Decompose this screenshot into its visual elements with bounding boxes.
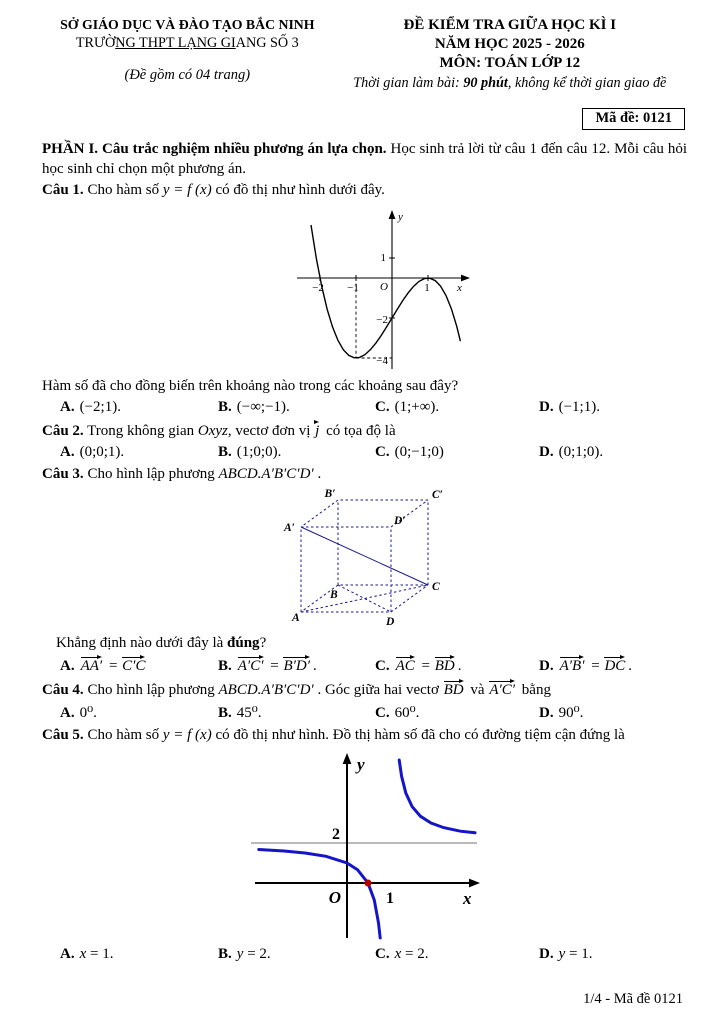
tick-label-ym4: −4 — [376, 355, 388, 368]
option-d-label: D. — [539, 398, 554, 415]
option-c-label: C. — [375, 658, 390, 675]
option-d-text: (−1;1). — [558, 398, 600, 415]
option-a-text: 0⁰. — [79, 705, 97, 722]
option-b-label: B. — [218, 398, 232, 415]
option-b — [218, 703, 375, 722]
option-c-text: x = 2. — [394, 945, 429, 962]
option-a-text: AA′ = C′C — [80, 658, 149, 674]
x-axis-arrow — [461, 275, 470, 282]
exam-duration: Thời gian làm bài: 90 phút, không kể thời gian giao đề — [353, 74, 667, 91]
option-a-label: A. — [60, 443, 75, 460]
option-a-text: x = 1. — [79, 945, 114, 962]
question-2-text: Trong không gian Oxyz, vectơ đơn vị j có tọa độ là — [84, 423, 396, 439]
option-d — [539, 655, 687, 675]
option-a — [60, 655, 218, 675]
option-a-label: A. — [60, 705, 75, 722]
option-d-label: D. — [539, 658, 554, 675]
option-c-text: 60⁰. — [394, 705, 420, 722]
part1-intro: PHẦN I. Câu trắc nghiệm nhiều phương án lựa chọn. Học sinh trả lời từ câu 1 đến câu 12. Mỗi câu hỏi học sinh chỉ chọn một phương án. — [42, 140, 687, 177]
question-5-options — [42, 946, 687, 963]
question-1-text: Cho hàm số y = f (x) có đồ thị như hình dưới đây. — [83, 182, 385, 199]
option-a-label: A. — [60, 945, 75, 962]
option-c-text: AC = BD . — [395, 658, 462, 674]
tick-label-minus1: −1 — [347, 282, 359, 295]
school-name — [42, 34, 333, 52]
page-footer: 1/4 - Mã đề 0121 — [583, 991, 683, 1007]
question-4-stem — [42, 679, 687, 701]
question-4-label: Câu 4. — [42, 682, 84, 699]
x-intercept-dot — [365, 879, 372, 886]
option-d-label: D. — [539, 443, 554, 460]
vertex-b: B — [329, 588, 338, 601]
question-4-text: Cho hình lập phương ABCD.A′B′C′D′ . Góc giữa hai vectơ BD và A′C′ bằng — [84, 682, 551, 698]
vertex-b-prime: B′ — [324, 487, 335, 500]
option-b-label: B. — [218, 945, 232, 962]
option-a-text: (−2;1). — [79, 398, 121, 415]
question-4-options — [42, 703, 687, 722]
question-1-stem — [42, 181, 687, 201]
option-b-label: B. — [218, 705, 232, 722]
question-2-label: Câu 2. — [42, 422, 84, 439]
vertex-d-prime: D′ — [393, 514, 406, 527]
question-5-stem — [42, 726, 687, 746]
school-name-underlined: NG THPT LẠNG GI — [115, 34, 236, 51]
origin-label: O — [380, 281, 388, 294]
graph-labels — [329, 755, 472, 908]
option-b-text: (1;0;0). — [236, 443, 282, 460]
y-axis-label: y — [398, 211, 403, 224]
school-name-suffix: ANG SỐ 3 — [235, 34, 299, 51]
tick-label-ym2: −2 — [376, 314, 388, 327]
exam-code-row — [42, 108, 685, 130]
tick-label-2: 2 — [332, 825, 340, 843]
option-b-label: B. — [218, 443, 232, 460]
exam-code-badge: Mã đề: 0121 — [582, 108, 685, 130]
tick-label-minus2: −2 — [312, 282, 324, 295]
question-3-stem — [42, 465, 687, 485]
header-left — [42, 16, 333, 92]
q3-cube-svg — [276, 487, 454, 632]
school-name-prefix: TRƯỜ — [75, 34, 116, 51]
option-b-text: y = 2. — [236, 945, 271, 962]
option-d-text: (0;1;0). — [558, 443, 604, 460]
option-d — [539, 399, 687, 416]
question-3-text: Cho hình lập phương ABCD.A′B′C′D′ . — [83, 465, 322, 482]
y-axis-arrow — [343, 753, 352, 764]
vertex-d: D — [385, 615, 394, 628]
option-d-label: D. — [539, 705, 554, 722]
option-b-text: (−∞;−1). — [236, 398, 290, 415]
option-d — [539, 703, 687, 722]
cube-edges — [301, 500, 428, 612]
question-3-stem2: Khẳng định nào dưới đây là đúng? — [56, 634, 267, 651]
vertex-a-prime: A′ — [283, 521, 295, 534]
hyperbola-right-branch — [399, 760, 475, 833]
option-d-text: 90⁰. — [558, 705, 584, 722]
option-c-text: (0;−1;0) — [394, 443, 444, 460]
option-b — [218, 946, 375, 963]
figure-q3-cube — [42, 487, 687, 632]
graph-labels — [312, 211, 462, 367]
option-c-label: C. — [375, 443, 390, 460]
question-3-label: Câu 3. — [42, 465, 84, 482]
option-b — [218, 399, 375, 416]
question-2-stem — [42, 420, 687, 442]
header — [42, 16, 687, 92]
option-c — [375, 444, 539, 461]
hyperbola-left-branch — [259, 849, 380, 938]
option-c — [375, 655, 539, 675]
option-a-label: A. — [60, 398, 75, 415]
option-c — [375, 946, 539, 963]
option-b-text: A′C′ = B′D′ . — [237, 658, 317, 674]
option-d — [539, 946, 687, 963]
vertex-c-prime: C′ — [431, 488, 443, 501]
exam-subject: MÔN: TOÁN LỚP 12 — [439, 55, 581, 72]
figure-q1-cubic-graph — [42, 203, 687, 375]
option-d-text: A′B′ = DC . — [559, 658, 632, 674]
option-d-text: y = 1. — [558, 945, 593, 962]
option-c-label: C. — [375, 705, 390, 722]
q5-graph-svg — [247, 748, 482, 944]
y-axis-label: y — [357, 754, 365, 774]
option-b — [218, 655, 375, 675]
exam-title: ĐỀ KIỂM TRA GIỮA HỌC KÌ I — [403, 17, 617, 33]
tick-label-1: 1 — [386, 889, 394, 907]
pages-note: (Đề gồm có 04 trang) — [124, 66, 251, 83]
department-name: SỞ GIÁO DỤC VÀ ĐÀO TẠO BẮC NINH — [60, 17, 315, 32]
vertex-a: A — [291, 611, 300, 624]
origin-label: O — [328, 887, 341, 907]
question-1-label: Câu 1. — [42, 182, 84, 199]
question-2-options — [42, 444, 687, 461]
question-5-label: Câu 5. — [42, 727, 84, 744]
option-a — [60, 444, 218, 461]
cube-diagonal-aprime-c — [301, 527, 428, 585]
option-a — [60, 399, 218, 416]
option-a — [60, 946, 218, 963]
q1-graph-svg — [257, 203, 472, 375]
figure-q5-hyperbola — [42, 748, 687, 944]
option-d-label: D. — [539, 945, 554, 962]
option-c-text: (1;+∞). — [394, 398, 440, 415]
option-a-label: A. — [60, 658, 75, 675]
option-c — [375, 703, 539, 722]
x-axis-arrow — [469, 879, 480, 888]
question-5-text: Cho hàm số y = f (x) có đồ thị như hình. Đồ thị hàm số đã cho có đường tiệm cận đứng là — [83, 727, 625, 744]
tick-label-1: 1 — [424, 282, 430, 295]
question-1-options — [42, 399, 687, 416]
y-axis-arrow — [389, 210, 396, 219]
option-c — [375, 399, 539, 416]
option-c-label: C. — [375, 398, 390, 415]
question-3-options — [42, 655, 687, 675]
option-c-label: C. — [375, 945, 390, 962]
option-a — [60, 703, 218, 722]
option-a-text: (0;0;1). — [79, 443, 125, 460]
option-b — [218, 444, 375, 461]
tick-label-y1: 1 — [380, 252, 386, 265]
option-d — [539, 444, 687, 461]
x-axis-label: x — [463, 888, 472, 908]
question-1-stem2: Hàm số đã cho đồng biến trên khoảng nào trong các khoảng sau đây? — [42, 378, 459, 395]
header-right — [333, 16, 687, 92]
cube-labels — [283, 488, 443, 628]
option-b-label: B. — [218, 658, 232, 675]
option-b-text: 45⁰. — [236, 705, 262, 722]
exam-year: NĂM HỌC 2025 - 2026 — [434, 36, 585, 53]
cube-diagonal-bd — [338, 585, 391, 612]
x-axis-label: x — [457, 282, 462, 295]
vertex-c: C — [431, 580, 440, 593]
